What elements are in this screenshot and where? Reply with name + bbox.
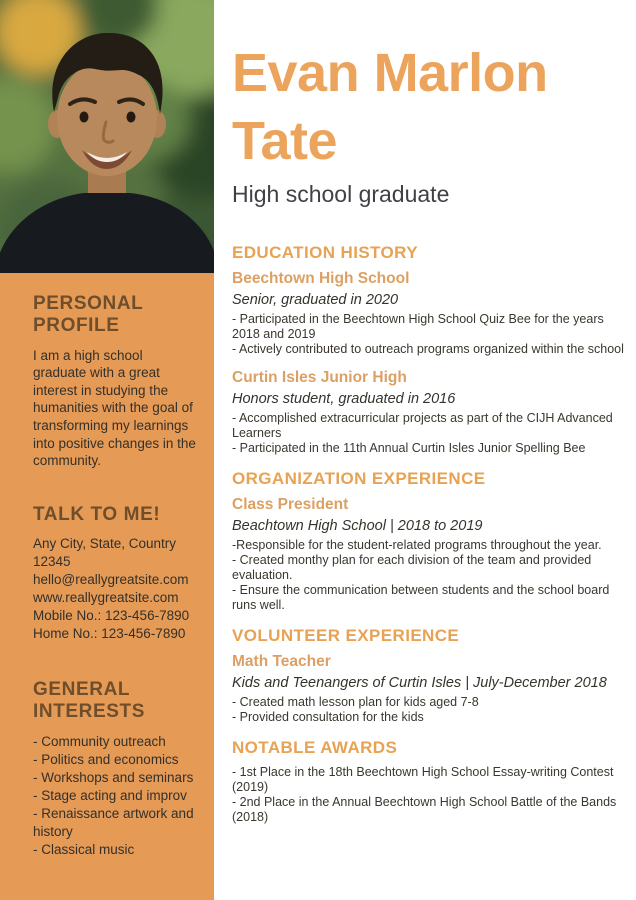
awards-entry <box>232 765 628 825</box>
portrait-illustration <box>0 0 214 273</box>
personal-profile-title: PERSONAL PROFILE <box>33 293 144 337</box>
education-history-section <box>232 244 628 456</box>
interest-item: - Renaissance artwork and history <box>33 805 194 839</box>
entry-bullet: - Actively contributed to outreach programs organized within the school <box>232 342 624 356</box>
education-entry <box>232 270 628 357</box>
sidebar-content <box>0 273 214 859</box>
entry-heading: Beechtown High School <box>232 270 410 287</box>
main-column <box>232 0 628 837</box>
volunteer-experience-section <box>232 627 628 725</box>
entry-bullet: - Ensure the communication between students and the school board runs well. <box>232 583 610 612</box>
organization-experience-section <box>232 470 628 613</box>
notable-awards-section <box>232 739 628 825</box>
entry-bullet: - Created monthy plan for each division of the team and provided evaluation. <box>232 553 592 582</box>
entry-meta: Senior, graduated in 2020 <box>232 292 399 308</box>
interest-item: - Community outreach <box>33 733 166 749</box>
contact-title: TALK TO ME! <box>33 503 161 525</box>
volunteer-entry <box>232 653 628 725</box>
contact-section <box>33 504 196 643</box>
section-title: NOTABLE AWARDS <box>232 738 398 757</box>
contact-address-line2: 12345 <box>33 554 71 570</box>
entry-bullet: - 2nd Place in the Annual Beechtown High School Battle of the Bands (2018) <box>232 795 617 824</box>
candidate-name: Evan Marlon Tate <box>232 43 548 171</box>
entry-heading: Class President <box>232 496 349 513</box>
personal-profile-section <box>33 293 196 470</box>
entry-heading: Math Teacher <box>232 653 331 670</box>
sidebar <box>0 0 214 900</box>
interest-item: - Classical music <box>33 841 135 857</box>
entry-bullet: - Accomplished extracurricular projects as part of the CIJH Advanced Learners <box>232 411 613 440</box>
section-title: EDUCATION HISTORY <box>232 243 418 262</box>
interest-item: - Workshops and seminars <box>33 769 194 785</box>
profile-photo <box>0 0 214 273</box>
personal-profile-text: I am a high school graduate with a great interest in studying the humanities with the goal of transforming my learnings into positive changes in the community. <box>33 347 196 469</box>
contact-email: hello@reallygreatsite.com <box>33 572 189 588</box>
entry-bullet: - Created math lesson plan for kids aged 7-8 <box>232 695 479 709</box>
contact-address-line1: Any City, State, Country <box>33 536 177 552</box>
contact-home-phone: Home No.: 123-456-7890 <box>33 626 186 642</box>
contact-mobile: Mobile No.: 123-456-7890 <box>33 608 190 624</box>
section-title: VOLUNTEER EXPERIENCE <box>232 626 460 645</box>
entry-meta: Honors student, graduated in 2016 <box>232 391 456 407</box>
organization-entry <box>232 496 628 613</box>
general-interests-section <box>33 679 196 859</box>
entry-meta: Kids and Teenangers of Curtin Isles | July-December 2018 <box>232 675 607 691</box>
entry-bullet: -Responsible for the student-related programs throughout the year. <box>232 538 602 552</box>
contact-website: www.reallygreatsite.com <box>33 590 179 606</box>
entry-bullet: - Provided consultation for the kids <box>232 710 424 724</box>
candidate-subtitle: High school graduate <box>232 181 450 207</box>
entry-bullet: - Participated in the Beechtown High School Quiz Bee for the years 2018 and 2019 <box>232 312 604 341</box>
interest-item: - Politics and economics <box>33 751 179 767</box>
education-entry <box>232 369 628 456</box>
entry-bullet: - 1st Place in the 18th Beechtown High School Essay-writing Contest (2019) <box>232 765 614 794</box>
general-interests-title: GENERAL INTERESTS <box>33 679 146 723</box>
interest-item: - Stage acting and improv <box>33 787 187 803</box>
entry-heading: Curtin Isles Junior High <box>232 369 407 386</box>
entry-meta: Beachtown High School | 2018 to 2019 <box>232 518 483 534</box>
section-title: ORGANIZATION EXPERIENCE <box>232 469 486 488</box>
entry-bullet: - Participated in the 11th Annual Curtin Isles Junior Spelling Bee <box>232 441 586 455</box>
